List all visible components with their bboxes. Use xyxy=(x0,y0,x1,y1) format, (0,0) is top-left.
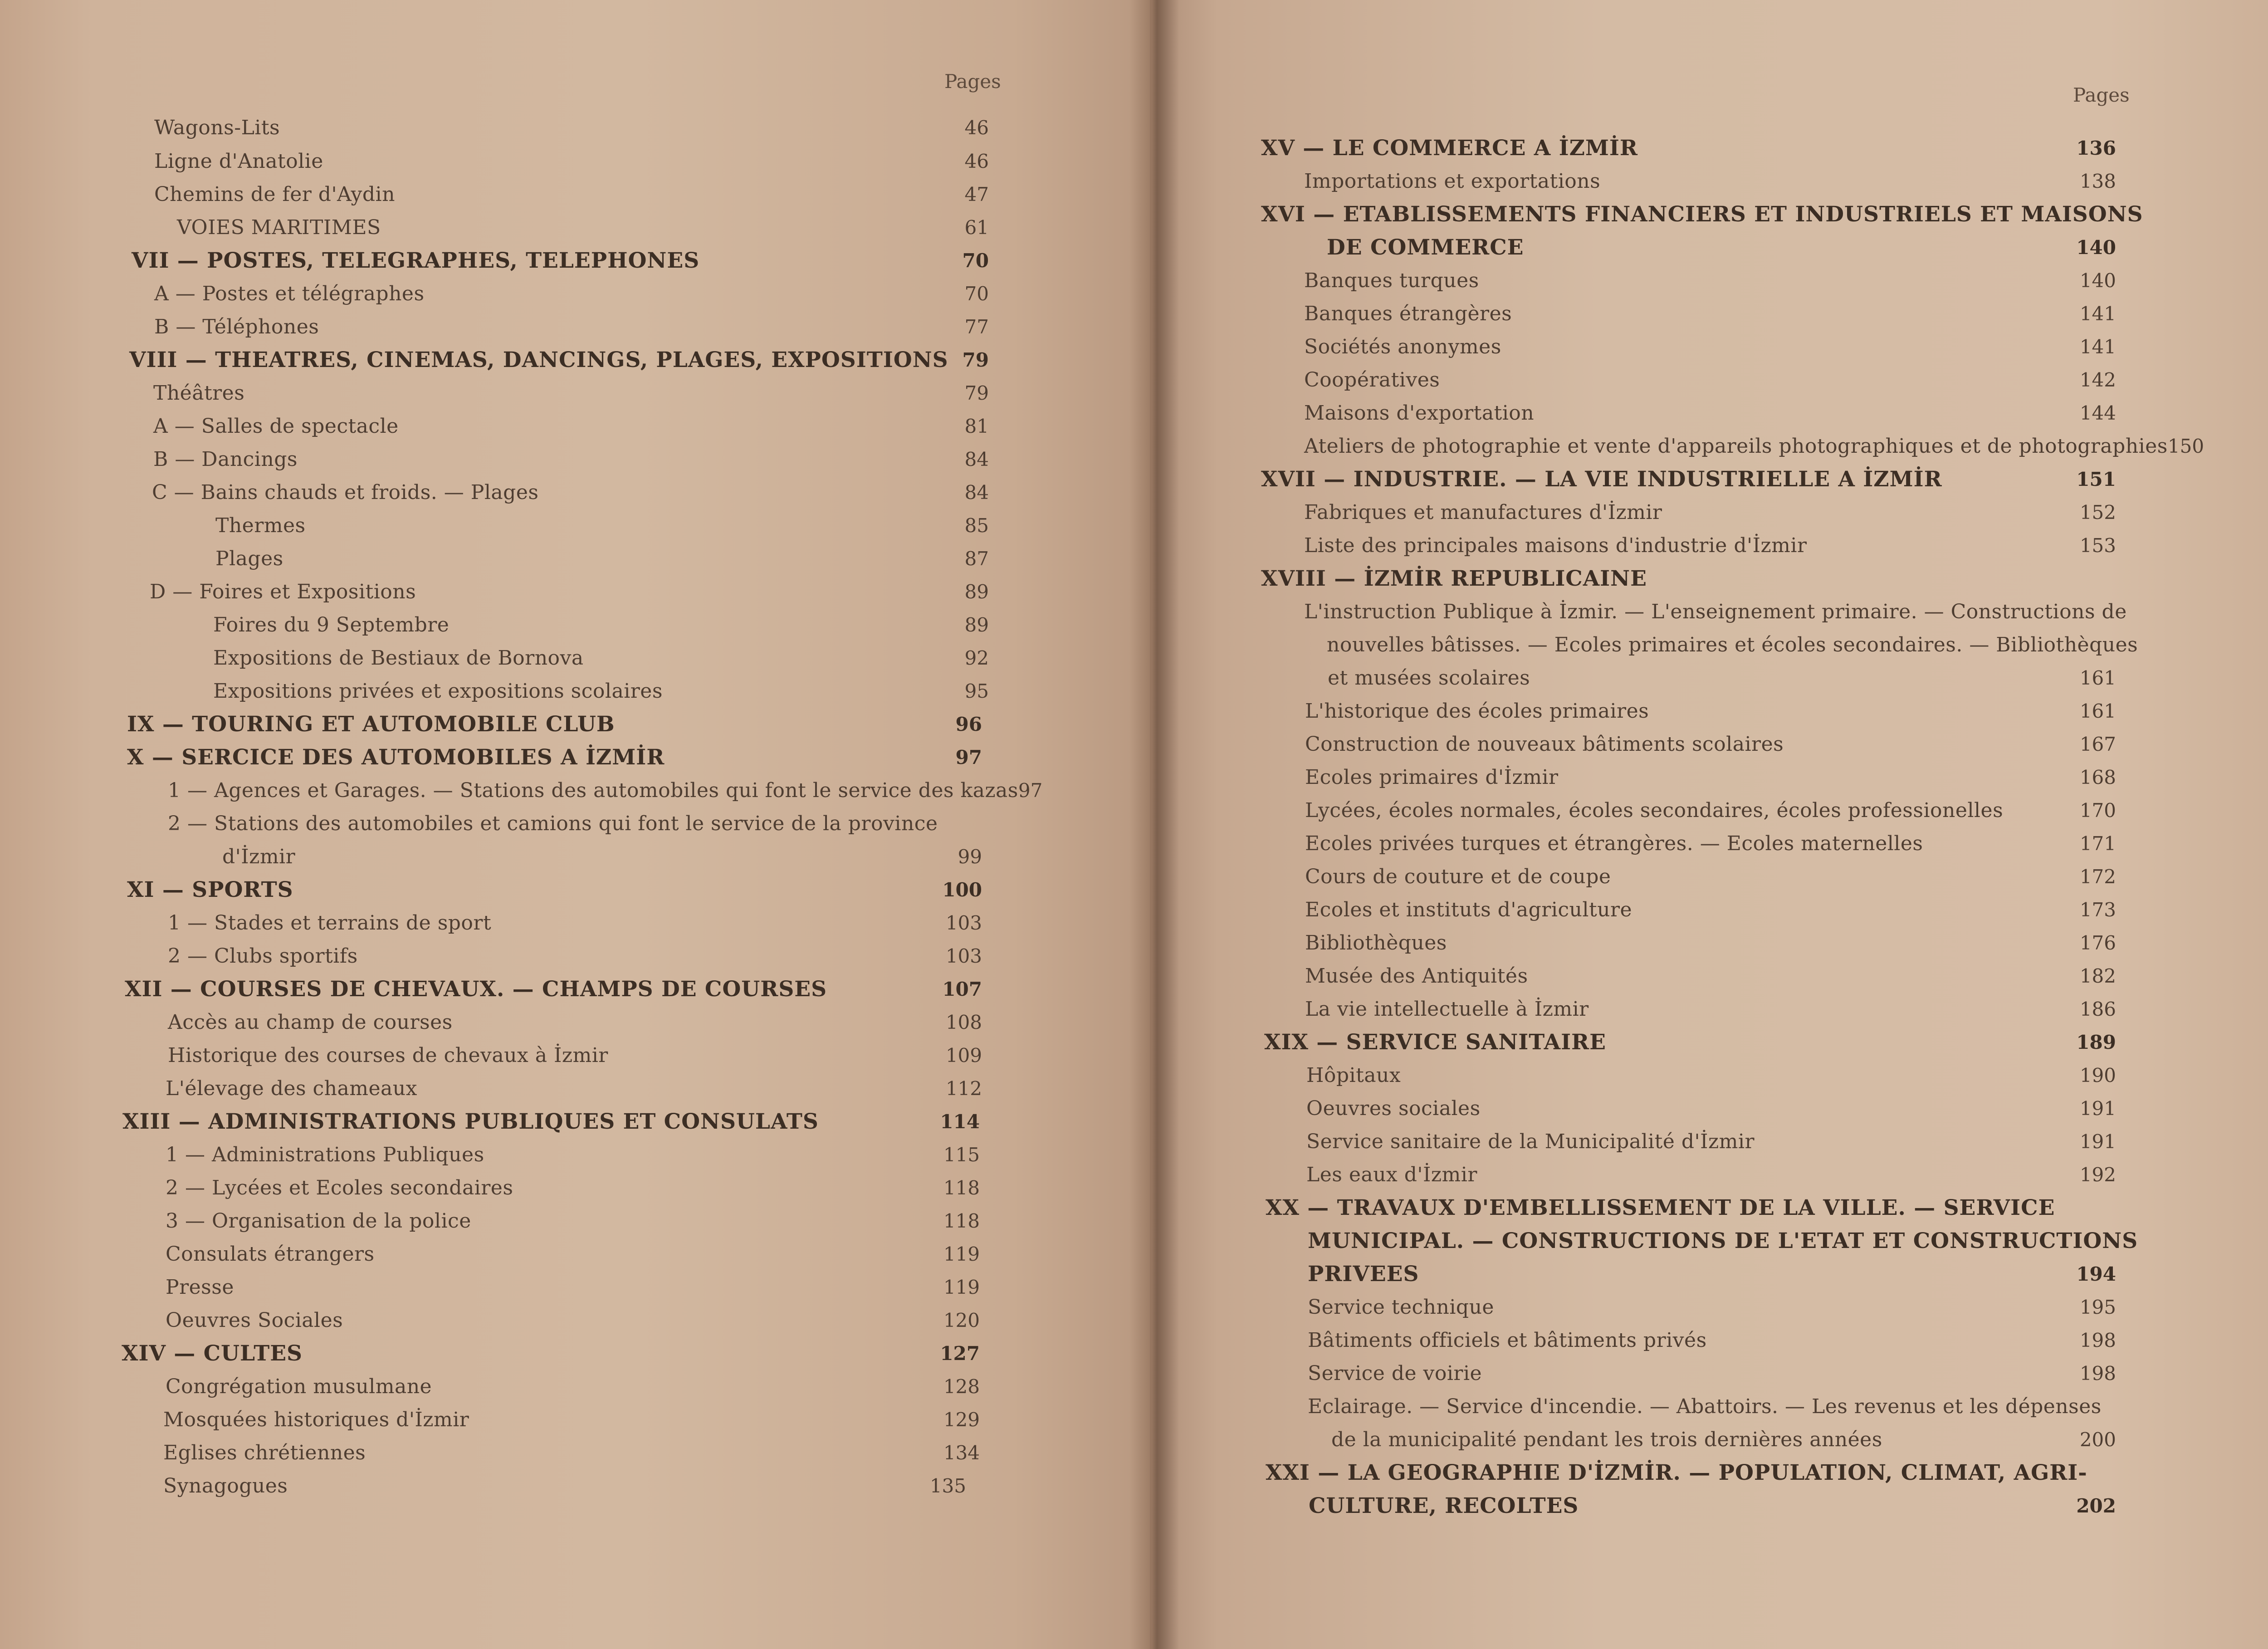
toc-section-heading xyxy=(125,973,982,1006)
toc-title: de la municipalité pendant les trois dernières années xyxy=(1331,1428,1882,1451)
toc-title: XIV — CULTES xyxy=(122,1341,303,1366)
toc-entry xyxy=(168,1006,982,1039)
toc-section-heading: MUNICIPAL. — CONSTRUCTIONS DE L'ETAT ET CONSTRUCTIONS xyxy=(1308,1228,2138,1253)
toc-entry xyxy=(152,476,989,509)
toc-entry xyxy=(168,807,982,841)
toc-entry xyxy=(1304,496,2116,529)
toc-title: Plages xyxy=(215,547,284,570)
toc-page: 151 xyxy=(2076,468,2116,490)
toc-page: 172 xyxy=(2079,866,2116,888)
toc-page: 136 xyxy=(2076,137,2116,159)
toc-title: Ecoles privées turques et étrangères. — Ecoles maternelles xyxy=(1305,832,1923,855)
toc-entry xyxy=(1304,264,2116,298)
toc-title: Service de voirie xyxy=(1308,1362,1482,1385)
toc-entry xyxy=(213,675,989,708)
toc-page: 138 xyxy=(2079,170,2116,192)
toc-section-heading xyxy=(132,244,989,278)
toc-section-heading xyxy=(122,1105,980,1139)
toc-entry xyxy=(166,1171,980,1205)
toc-entry xyxy=(1305,695,2116,728)
toc-section-heading xyxy=(1327,231,2116,264)
toc-entry xyxy=(154,310,989,344)
toc-page: 97 xyxy=(955,746,982,768)
toc-page: 140 xyxy=(2076,236,2116,259)
toc-page: 161 xyxy=(2079,700,2116,722)
toc-title: 1 — Agences et Garages. — Stations des automobiles qui font le service des kazas xyxy=(168,779,1018,802)
toc-entry xyxy=(1304,297,2116,331)
book-spine-gutter xyxy=(1129,0,1179,1649)
toc-entry xyxy=(153,443,989,476)
toc-title: 2 — Lycées et Ecoles secondaires xyxy=(166,1176,513,1199)
toc-title: C — Bains chauds et froids. — Plages xyxy=(152,481,539,504)
toc-title: B — Téléphones xyxy=(154,315,319,338)
toc-page: 95 xyxy=(964,680,989,702)
toc-entry xyxy=(1304,165,2116,198)
toc-entry xyxy=(1304,529,2116,563)
toc-title: VOIES MARITIMES xyxy=(177,216,381,239)
toc-entry xyxy=(1308,1291,2116,1324)
toc-entry xyxy=(154,111,989,145)
toc-entry xyxy=(163,1403,980,1437)
toc-title: CULTURE, RECOLTES xyxy=(1309,1493,1579,1518)
toc-page: 99 xyxy=(958,846,982,868)
toc-title: DE COMMERCE xyxy=(1327,235,1524,260)
toc-title: XI — SPORTS xyxy=(127,877,293,902)
toc-entry xyxy=(150,575,989,609)
toc-page: 195 xyxy=(2079,1296,2116,1318)
toc-title: 1 — Stades et terrains de sport xyxy=(168,911,492,935)
toc-entry xyxy=(1305,827,2116,861)
toc-section-heading xyxy=(1308,1258,2116,1291)
toc-title: Thermes xyxy=(215,514,306,537)
toc-section-heading: XVI — ETABLISSEMENTS FINANCIERS ET INDUSTRIELS ET MAISONS xyxy=(1261,202,2143,227)
toc-title: Ligne d'Anatolie xyxy=(154,150,323,173)
toc-entry xyxy=(1306,1158,2116,1192)
toc-entry xyxy=(1308,1324,2116,1357)
toc-page: 167 xyxy=(2079,733,2116,755)
toc-page: 128 xyxy=(943,1375,980,1398)
toc-title: Fabriques et manufactures d'İzmir xyxy=(1304,501,1662,524)
toc-entry xyxy=(166,1271,980,1304)
toc-entry xyxy=(166,1370,980,1404)
toc-entry: Eclairage. — Service d'incendie. — Abattoirs. — Les revenus et les dépenses xyxy=(1308,1395,2102,1418)
toc-entry xyxy=(1306,1092,2116,1125)
toc-title: Maisons d'exportation xyxy=(1304,401,1535,425)
toc-page: 81 xyxy=(964,415,989,437)
toc-page: 87 xyxy=(964,548,989,570)
toc-title: Eglises chrétiennes xyxy=(163,1441,366,1464)
toc-page: 70 xyxy=(964,283,989,305)
toc-page: 192 xyxy=(2079,1164,2116,1186)
toc-title: 2 — Stations des automobiles et camions qui font le service de la province xyxy=(168,812,938,835)
toc-entry xyxy=(215,542,989,576)
toc-title: L'élevage des chameaux xyxy=(166,1077,417,1100)
toc-entry xyxy=(222,840,982,874)
toc-page: 46 xyxy=(964,117,989,139)
toc-page: 142 xyxy=(2079,369,2116,391)
toc-page: 100 xyxy=(942,879,982,901)
toc-title: d'İzmir xyxy=(222,845,296,868)
toc-section-heading xyxy=(127,873,982,907)
toc-page: 119 xyxy=(943,1276,980,1298)
toc-page: 135 xyxy=(929,1475,966,1497)
toc-title: PRIVEES xyxy=(1308,1262,1419,1287)
pages-column-label: Pages xyxy=(944,70,1001,93)
toc-page: 89 xyxy=(964,581,989,603)
toc-entry xyxy=(168,906,982,940)
toc-entry xyxy=(1304,430,2204,463)
toc-page: 79 xyxy=(964,382,989,404)
toc-section-heading: XVIII — İZMİR REPUBLICAINE xyxy=(1261,566,1647,591)
toc-section-heading xyxy=(1261,463,2116,496)
toc-title: Historique des courses de chevaux à İzmir xyxy=(168,1044,608,1067)
toc-title: Théâtres xyxy=(153,382,245,405)
toc-entry xyxy=(177,211,989,245)
toc-entry xyxy=(1304,363,2116,397)
toc-title: D — Foires et Expositions xyxy=(150,580,416,603)
toc-title: Ecoles et instituts d'agriculture xyxy=(1305,898,1633,921)
toc-page: 120 xyxy=(943,1309,980,1331)
toc-page: 108 xyxy=(945,1011,982,1033)
toc-entry xyxy=(1305,959,2116,993)
toc-entry xyxy=(154,178,989,211)
toc-title: Presse xyxy=(166,1276,234,1299)
toc-page: 134 xyxy=(943,1442,980,1464)
toc-title: Service technique xyxy=(1308,1296,1494,1319)
toc-page: 171 xyxy=(2079,832,2116,855)
toc-entry xyxy=(168,939,982,973)
toc-entry xyxy=(213,608,989,642)
toc-entry xyxy=(1305,926,2116,960)
pages-column-label: Pages xyxy=(2073,84,2130,106)
toc-title: A — Salles de spectacle xyxy=(153,415,399,438)
toc-entry xyxy=(168,1039,982,1072)
toc-page: 141 xyxy=(2079,303,2116,325)
toc-entry xyxy=(215,509,989,543)
toc-page: 61 xyxy=(964,216,989,239)
toc-page: 190 xyxy=(2079,1064,2116,1086)
toc-entry xyxy=(1304,330,2116,364)
toc-title: Accès au champ de courses xyxy=(168,1011,453,1034)
toc-entry: nouvelles bâtisses. — Ecoles primaires et écoles secondaires. — Bibliothèques xyxy=(1327,633,2138,656)
toc-page: 103 xyxy=(945,945,982,967)
toc-section-heading xyxy=(122,1337,980,1370)
toc-page: 119 xyxy=(943,1243,980,1265)
toc-entry xyxy=(163,1436,980,1470)
toc-page: 118 xyxy=(943,1177,980,1199)
toc-section-heading xyxy=(129,343,989,377)
toc-title: IX — TOURING ET AUTOMOBILE CLUB xyxy=(127,712,615,737)
toc-section-heading: XX — TRAVAUX D'EMBELLISSEMENT DE LA VILLE. — SERVICE xyxy=(1266,1195,2055,1220)
toc-title: Banques étrangères xyxy=(1304,302,1512,325)
toc-entry xyxy=(163,1469,966,1503)
toc-title: XIII — ADMINISTRATIONS PUBLIQUES ET CONSULATS xyxy=(122,1109,819,1134)
toc-page: 194 xyxy=(2076,1263,2116,1285)
toc-title: XVII — INDUSTRIE. — LA VIE INDUSTRIELLE A İZMİR xyxy=(1261,467,1942,492)
right-page xyxy=(1150,0,2268,1649)
toc-page: 84 xyxy=(964,481,989,504)
toc-page: 144 xyxy=(2079,402,2116,424)
toc-page: 77 xyxy=(964,316,989,338)
toc-entry xyxy=(1305,860,2116,894)
toc-page: 92 xyxy=(964,647,989,669)
toc-title: Mosquées historiques d'İzmir xyxy=(163,1408,469,1431)
toc-title: Bibliothèques xyxy=(1305,931,1447,954)
toc-title: Oeuvres sociales xyxy=(1306,1097,1481,1120)
toc-title: A — Postes et télégraphes xyxy=(154,282,425,305)
toc-page: 150 xyxy=(2167,435,2204,457)
toc-title: Ateliers de photographie et vente d'appareils photographiques et de photographies xyxy=(1304,435,2168,458)
toc-page: 198 xyxy=(2079,1329,2116,1351)
toc-section-heading xyxy=(1261,132,2116,165)
toc-entry xyxy=(153,410,989,443)
toc-entry xyxy=(1308,1357,2116,1390)
toc-entry xyxy=(1305,728,2116,761)
toc-page: 70 xyxy=(962,250,989,272)
toc-title: Liste des principales maisons d'industrie d'İzmir xyxy=(1304,534,1807,557)
toc-page: 127 xyxy=(940,1342,980,1365)
toc-entry xyxy=(166,1072,982,1106)
toc-page: 161 xyxy=(2079,667,2116,689)
toc-entry xyxy=(166,1204,980,1238)
toc-title: et musées scolaires xyxy=(1328,666,1530,690)
toc-section-heading xyxy=(1309,1489,2116,1523)
toc-title: L'historique des écoles primaires xyxy=(1305,700,1649,723)
toc-title: Consulats étrangers xyxy=(166,1243,375,1266)
toc-page: 97 xyxy=(1018,779,1043,802)
toc-entry xyxy=(154,277,989,311)
toc-title: 1 — Administrations Publiques xyxy=(166,1143,484,1166)
toc-section-heading xyxy=(127,708,982,741)
toc-entry xyxy=(1306,1125,2116,1159)
toc-entry xyxy=(168,774,1043,807)
toc-entry xyxy=(1306,1059,2116,1092)
toc-entry xyxy=(154,145,989,178)
toc-page: 173 xyxy=(2079,899,2116,921)
toc-page: 141 xyxy=(2079,336,2116,358)
toc-title: Congrégation musulmane xyxy=(166,1375,432,1398)
toc-section-heading xyxy=(127,741,982,774)
toc-title: VII — POSTES, TELEGRAPHES, TELEPHONES xyxy=(132,248,700,273)
toc-page: 198 xyxy=(2079,1362,2116,1385)
toc-title: Expositions privées et expositions scolaires xyxy=(213,680,663,703)
toc-page: 115 xyxy=(943,1144,980,1166)
toc-title: Expositions de Bestiaux de Bornova xyxy=(213,646,584,670)
toc-page: 118 xyxy=(943,1210,980,1232)
toc-title: Lycées, écoles normales, écoles secondaires, écoles professionelles xyxy=(1305,799,2004,822)
toc-entry xyxy=(1305,993,2116,1026)
toc-title: Service sanitaire de la Municipalité d'İzmir xyxy=(1306,1130,1755,1153)
toc-page: 112 xyxy=(945,1077,982,1100)
toc-page: 103 xyxy=(945,912,982,934)
toc-page: 170 xyxy=(2079,799,2116,822)
toc-entry xyxy=(153,377,989,410)
toc-entry xyxy=(1305,893,2116,927)
toc-page: 107 xyxy=(942,978,982,1000)
toc-page: 46 xyxy=(964,150,989,172)
toc-page: 153 xyxy=(2079,534,2116,557)
toc-entry xyxy=(1305,761,2116,794)
toc-entry: L'instruction Publique à İzmir. — L'enseignement primaire. — Constructions de xyxy=(1304,600,2127,623)
toc-entry xyxy=(166,1238,980,1271)
toc-page: 109 xyxy=(945,1044,982,1067)
toc-title: 2 — Clubs sportifs xyxy=(168,944,358,968)
toc-page: 189 xyxy=(2076,1031,2116,1053)
toc-page: 85 xyxy=(964,514,989,537)
toc-title: XII — COURSES DE CHEVAUX. — CHAMPS DE COURSES xyxy=(125,977,827,1002)
toc-page: 176 xyxy=(2079,932,2116,954)
toc-page: 186 xyxy=(2079,998,2116,1020)
toc-title: Importations et exportations xyxy=(1304,170,1601,193)
toc-entry xyxy=(166,1304,980,1337)
toc-entry xyxy=(1328,661,2116,695)
toc-title: Foires du 9 Septembre xyxy=(213,613,450,636)
toc-page: 47 xyxy=(964,183,989,206)
toc-page: 140 xyxy=(2079,269,2116,292)
toc-title: Oeuvres Sociales xyxy=(166,1309,343,1332)
toc-title: Construction de nouveaux bâtiments scolaires xyxy=(1305,733,1784,756)
toc-title: X — SERCICE DES AUTOMOBILES A İZMİR xyxy=(127,745,665,770)
toc-title: XV — LE COMMERCE A İZMİR xyxy=(1261,136,1638,161)
toc-title: Ecoles primaires d'İzmir xyxy=(1305,766,1559,789)
toc-title: B — Dancings xyxy=(153,448,298,471)
toc-page: 191 xyxy=(2079,1097,2116,1120)
toc-section-heading xyxy=(1264,1026,2116,1059)
toc-title: Chemins de fer d'Aydin xyxy=(154,183,395,206)
toc-title: 3 — Organisation de la police xyxy=(166,1209,471,1233)
toc-page: 191 xyxy=(2079,1130,2116,1153)
toc-title: La vie intellectuelle à İzmir xyxy=(1305,998,1589,1021)
toc-title: Cours de couture et de coupe xyxy=(1305,865,1611,888)
toc-title: Wagons-Lits xyxy=(154,116,280,139)
toc-entry xyxy=(1304,396,2116,430)
toc-title: Synagogues xyxy=(163,1474,288,1497)
toc-page: 182 xyxy=(2079,965,2116,987)
toc-page: 96 xyxy=(955,713,982,735)
toc-title: Banques turques xyxy=(1304,269,1479,292)
toc-page: 79 xyxy=(962,349,989,371)
toc-title: Sociétés anonymes xyxy=(1304,335,1501,358)
toc-title: VIII — THEATRES, CINEMAS, DANCINGS, PLAGES, EXPOSITIONS xyxy=(129,347,948,372)
toc-title: Les eaux d'İzmir xyxy=(1306,1163,1477,1186)
toc-entry xyxy=(1331,1423,2116,1457)
toc-entry xyxy=(166,1138,980,1172)
toc-page: 114 xyxy=(940,1111,980,1133)
toc-title: Hôpitaux xyxy=(1306,1064,1401,1087)
toc-page: 202 xyxy=(2076,1495,2116,1517)
toc-title: Musée des Antiquités xyxy=(1305,964,1528,988)
toc-title: Coopératives xyxy=(1304,368,1440,391)
toc-page: 152 xyxy=(2079,501,2116,524)
toc-page: 200 xyxy=(2079,1429,2116,1451)
toc-section-heading: XXI — LA GEOGRAPHIE D'İZMİR. — POPULATION, CLIMAT, AGRI- xyxy=(1266,1460,2087,1485)
toc-page: 168 xyxy=(2079,766,2116,788)
toc-title: XIX — SERVICE SANITAIRE xyxy=(1264,1030,1606,1055)
toc-page: 84 xyxy=(964,448,989,470)
toc-page: 129 xyxy=(943,1409,980,1431)
toc-title: Bâtiments officiels et bâtiments privés xyxy=(1308,1329,1707,1352)
toc-page: 89 xyxy=(964,614,989,636)
toc-entry xyxy=(1305,794,2116,827)
toc-entry xyxy=(213,641,989,675)
